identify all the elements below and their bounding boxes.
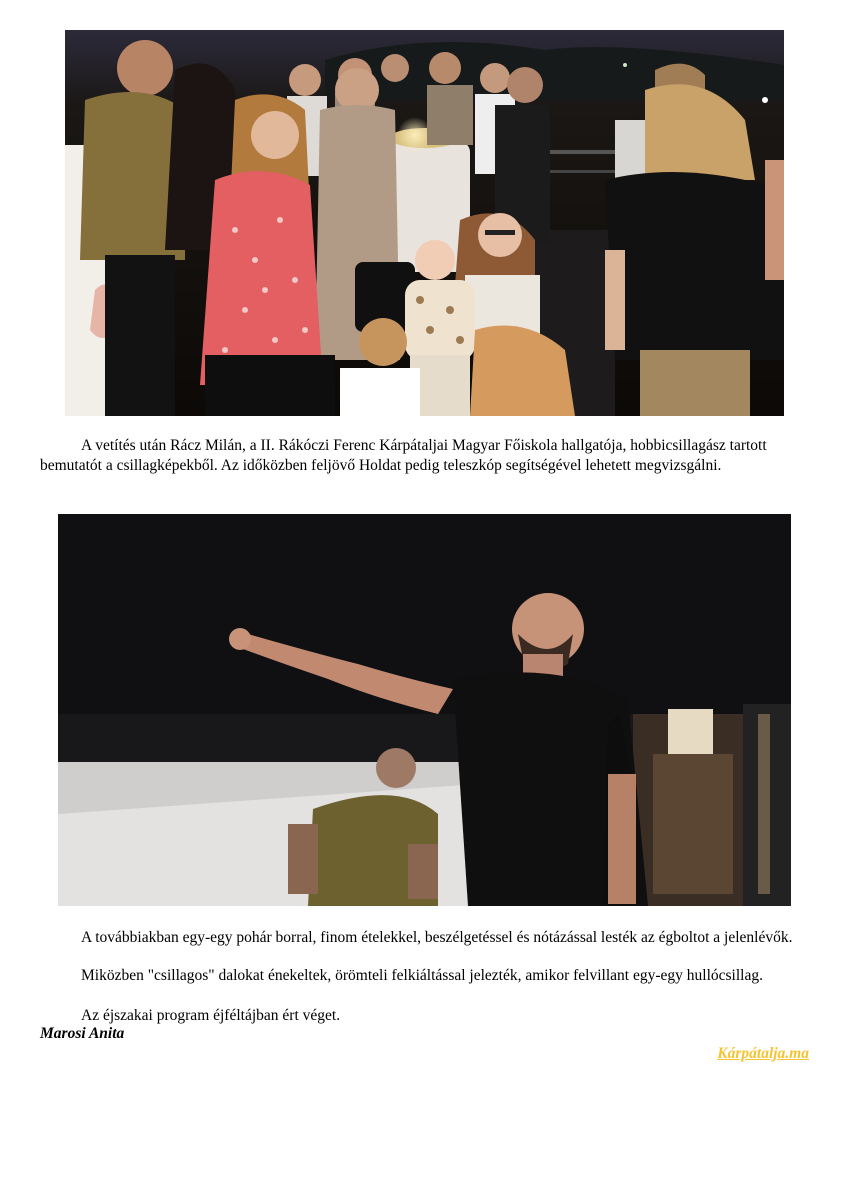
paragraph-ending xyxy=(40,1006,810,1026)
paragraph-4-text: Az éjszakai program éjféltájban ért véget. xyxy=(81,1007,341,1024)
author-name: Marosi Anita xyxy=(40,1025,125,1042)
photo-crowd-night-terrace xyxy=(65,30,784,416)
paragraph-shooting-stars xyxy=(40,966,810,986)
photo-presenter-pointing xyxy=(58,514,791,906)
paragraph-presentation xyxy=(40,436,810,476)
paragraph-continuation xyxy=(40,928,810,948)
source-link[interactable]: Kárpátalja.ma xyxy=(717,1045,809,1062)
paragraph-2-text: A továbbiakban egy-egy pohár borral, finom ételekkel, beszélgetéssel és nótázással lesték az égboltot a jelenlévők. xyxy=(81,929,793,946)
photo-2-illustration xyxy=(58,514,791,906)
paragraph-3-text: Miközben "csillagos" dalokat énekeltek, örömteli felkiáltással jelezték, amikor felvillant egy-egy hullócsillag. xyxy=(81,967,763,984)
paragraph-1-text: A vetítés után Rácz Milán, a II. Rákóczi Ferenc Kárpátaljai Magyar Főiskola hallgatója, hobbicsillagász tartott bemutatót a csillagképekből. Az időközben feljövő Holdat pedig teleszkóp segítségével lehetett megvizsgálni. xyxy=(40,437,767,474)
photo-1-illustration xyxy=(65,30,784,416)
